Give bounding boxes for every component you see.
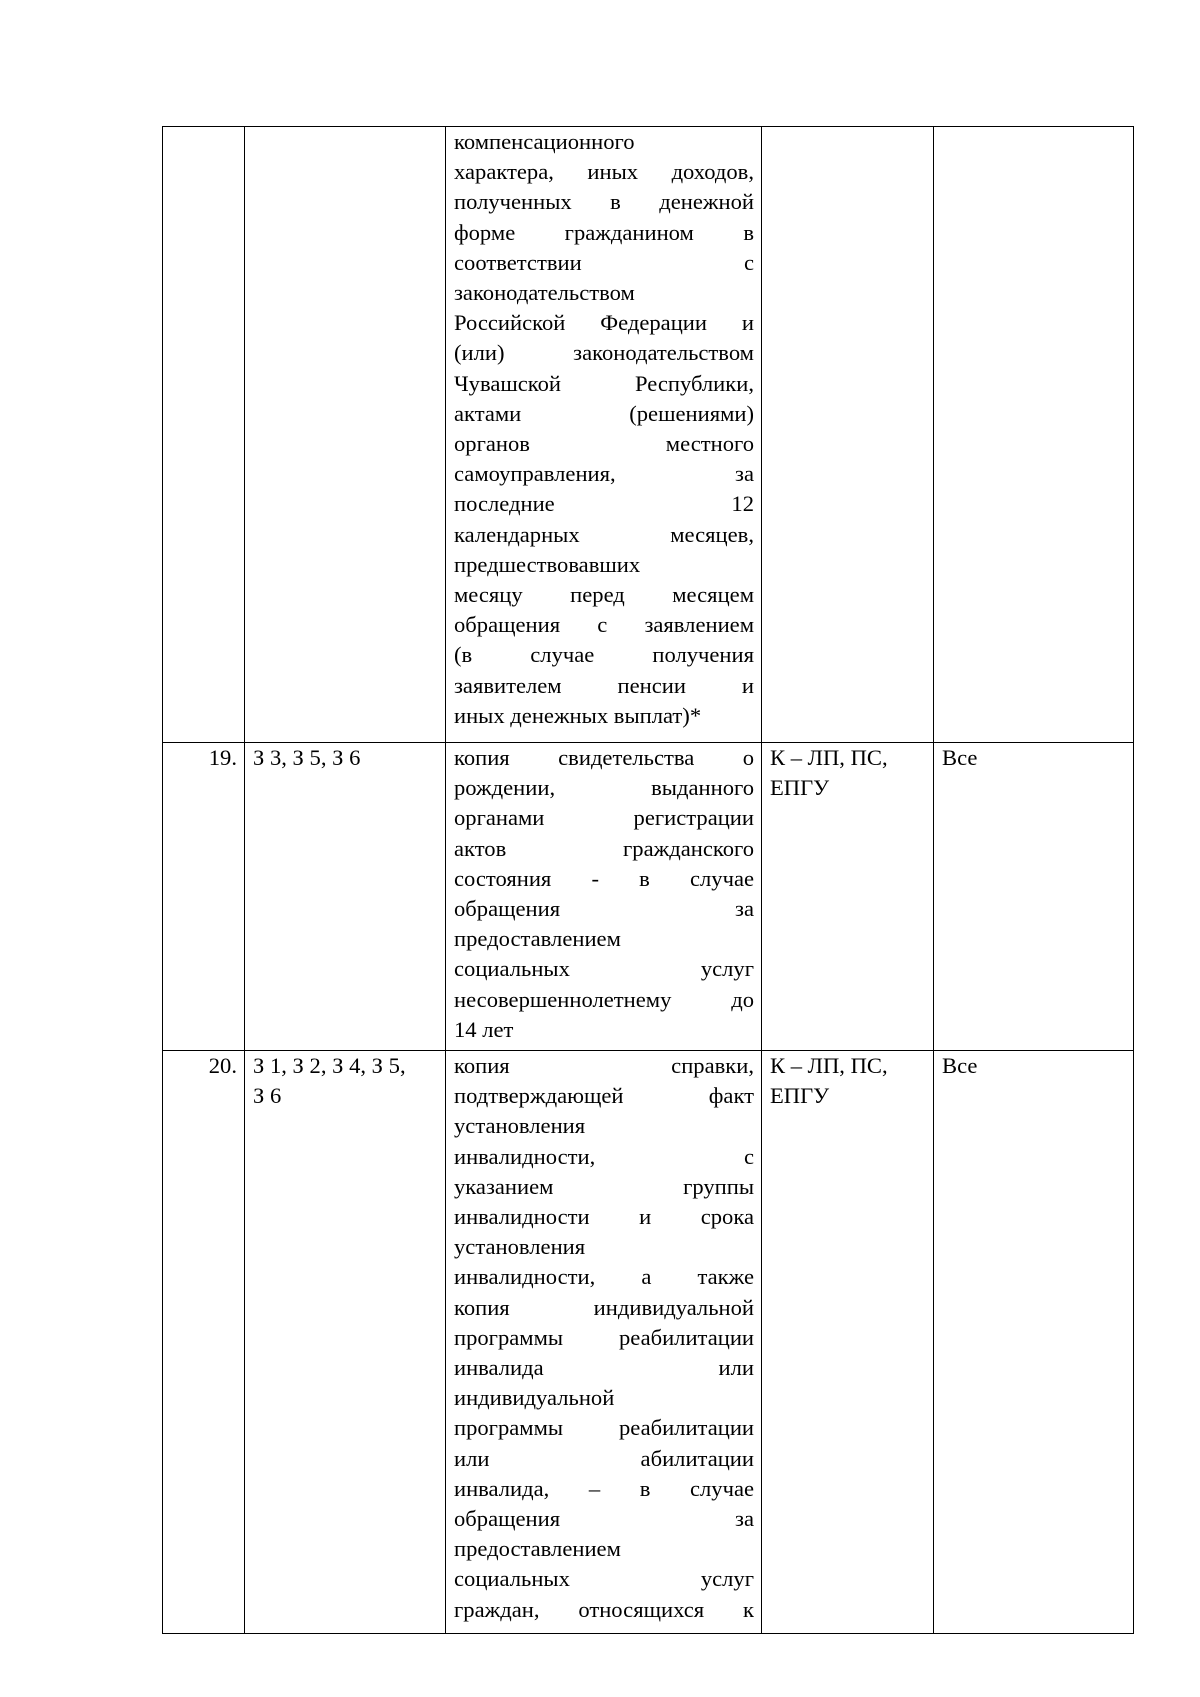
submission-form-line: ЕПГУ <box>770 775 830 801</box>
document-description-line: граждан, относящихся к <box>454 1596 754 1622</box>
applicant-codes-cell <box>245 743 446 1051</box>
applicant-category-line: Все <box>942 1053 978 1078</box>
document-description-line: индивидуальной <box>454 1385 615 1411</box>
row-number-cell <box>163 127 245 743</box>
document-description-line: последние 12 <box>454 491 754 517</box>
document-description-line: состояния - в случае <box>454 865 754 891</box>
document-description-line: копия свидетельства о <box>454 745 754 770</box>
document-description-line: форме гражданином в <box>454 219 754 245</box>
applicant-category-cell <box>934 127 1134 743</box>
document-description-line: компенсационного <box>454 129 635 154</box>
document-description-line: 14 лет <box>454 1016 514 1042</box>
document-description-line: соответствии с <box>454 249 754 275</box>
applicant-category-cell <box>934 743 1134 1051</box>
document-description-line: программы реабилитации <box>454 1324 754 1350</box>
document-description-line: социальных услуг <box>454 956 754 982</box>
document-description-line: обращения за <box>454 1506 754 1532</box>
document-description-line: актами (решениями) <box>454 400 754 426</box>
document-description-line: указанием группы <box>454 1173 754 1199</box>
document-description-line: предоставлением <box>454 926 621 952</box>
applicant-category-line: Все <box>942 745 978 770</box>
document-description-line: подтверждающей факт <box>454 1083 754 1109</box>
document-description-line: актов гражданского <box>454 835 754 861</box>
applicant-category-cell <box>934 1051 1134 1634</box>
applicant-codes-line: З 3, З 5, З 6 <box>253 745 361 770</box>
document-description-cell <box>446 1051 762 1634</box>
documents-table <box>162 126 1134 1634</box>
submission-form-line: К – ЛП, ПС, <box>770 745 888 770</box>
row-number-cell <box>163 743 245 1051</box>
document-description-line: обращения с заявлением <box>454 612 754 638</box>
table-body <box>163 127 1134 1634</box>
submission-form-cell <box>762 127 934 743</box>
document-description-line: инвалидности, с <box>454 1143 754 1169</box>
submission-form-cell <box>762 743 934 1051</box>
document-description-line: социальных услуг <box>454 1566 754 1592</box>
submission-form-cell <box>762 1051 934 1634</box>
submission-form-line: К – ЛП, ПС, <box>770 1053 888 1078</box>
document-description-line: инвалида, – в случае <box>454 1475 754 1501</box>
document-description-line: (в случае получения <box>454 642 754 668</box>
document-description-line: полученных в денежной <box>454 189 754 215</box>
document-description-line: программы реабилитации <box>454 1415 754 1441</box>
applicant-codes-line: З 1, З 2, З 4, З 5, <box>253 1053 406 1078</box>
applicant-codes-line: З 6 <box>253 1083 282 1109</box>
document-description-cell <box>446 127 762 743</box>
applicant-codes-cell <box>245 127 446 743</box>
document-description-line: Чувашской Республики, <box>454 370 754 396</box>
document-description-line: месяцу перед месяцем <box>454 582 754 608</box>
document-description-line: установления <box>454 1234 586 1260</box>
document-description-line: предоставлением <box>454 1536 621 1562</box>
document-description-line: Российской Федерации и <box>454 310 754 336</box>
document-description-line: органов местного <box>454 431 754 457</box>
document-description-line: календарных месяцев, <box>454 521 754 547</box>
document-description-cell <box>446 743 762 1051</box>
table-row <box>163 743 1134 1051</box>
applicant-codes-cell <box>245 1051 446 1634</box>
document-description-line: рождении, выданного <box>454 775 754 801</box>
row-number-cell <box>163 1051 245 1634</box>
document-description-line: самоуправления, за <box>454 461 754 487</box>
document-description-line: установления <box>454 1113 586 1139</box>
document-description-line: иных денежных выплат)* <box>454 702 702 728</box>
table-row <box>163 127 1134 743</box>
table-row <box>163 1051 1134 1634</box>
document-description-line: обращения за <box>454 896 754 922</box>
document-description-line: органами регистрации <box>454 805 754 831</box>
document-description-line: (или) законодательством <box>454 340 754 366</box>
submission-form-line: ЕПГУ <box>770 1083 830 1109</box>
document-description-line: несовершеннолетнему до <box>454 986 754 1012</box>
document-description-line: копия индивидуальной <box>454 1294 754 1320</box>
document-description-line: характера, иных доходов, <box>454 159 754 185</box>
document-description-line: предшествовавших <box>454 551 641 577</box>
document-description-line: инвалида или <box>454 1355 754 1381</box>
document-description-line: или абилитации <box>454 1445 754 1471</box>
document-description-line: законодательством <box>454 280 635 306</box>
document-description-line: копия справки, <box>454 1053 754 1078</box>
row-number: 20. <box>208 1053 237 1078</box>
document-description-line: заявителем пенсии и <box>454 672 754 698</box>
row-number: 19. <box>208 745 237 770</box>
document-description-line: инвалидности и срока <box>454 1204 754 1230</box>
document-description-line: инвалидности, а также <box>454 1264 754 1290</box>
